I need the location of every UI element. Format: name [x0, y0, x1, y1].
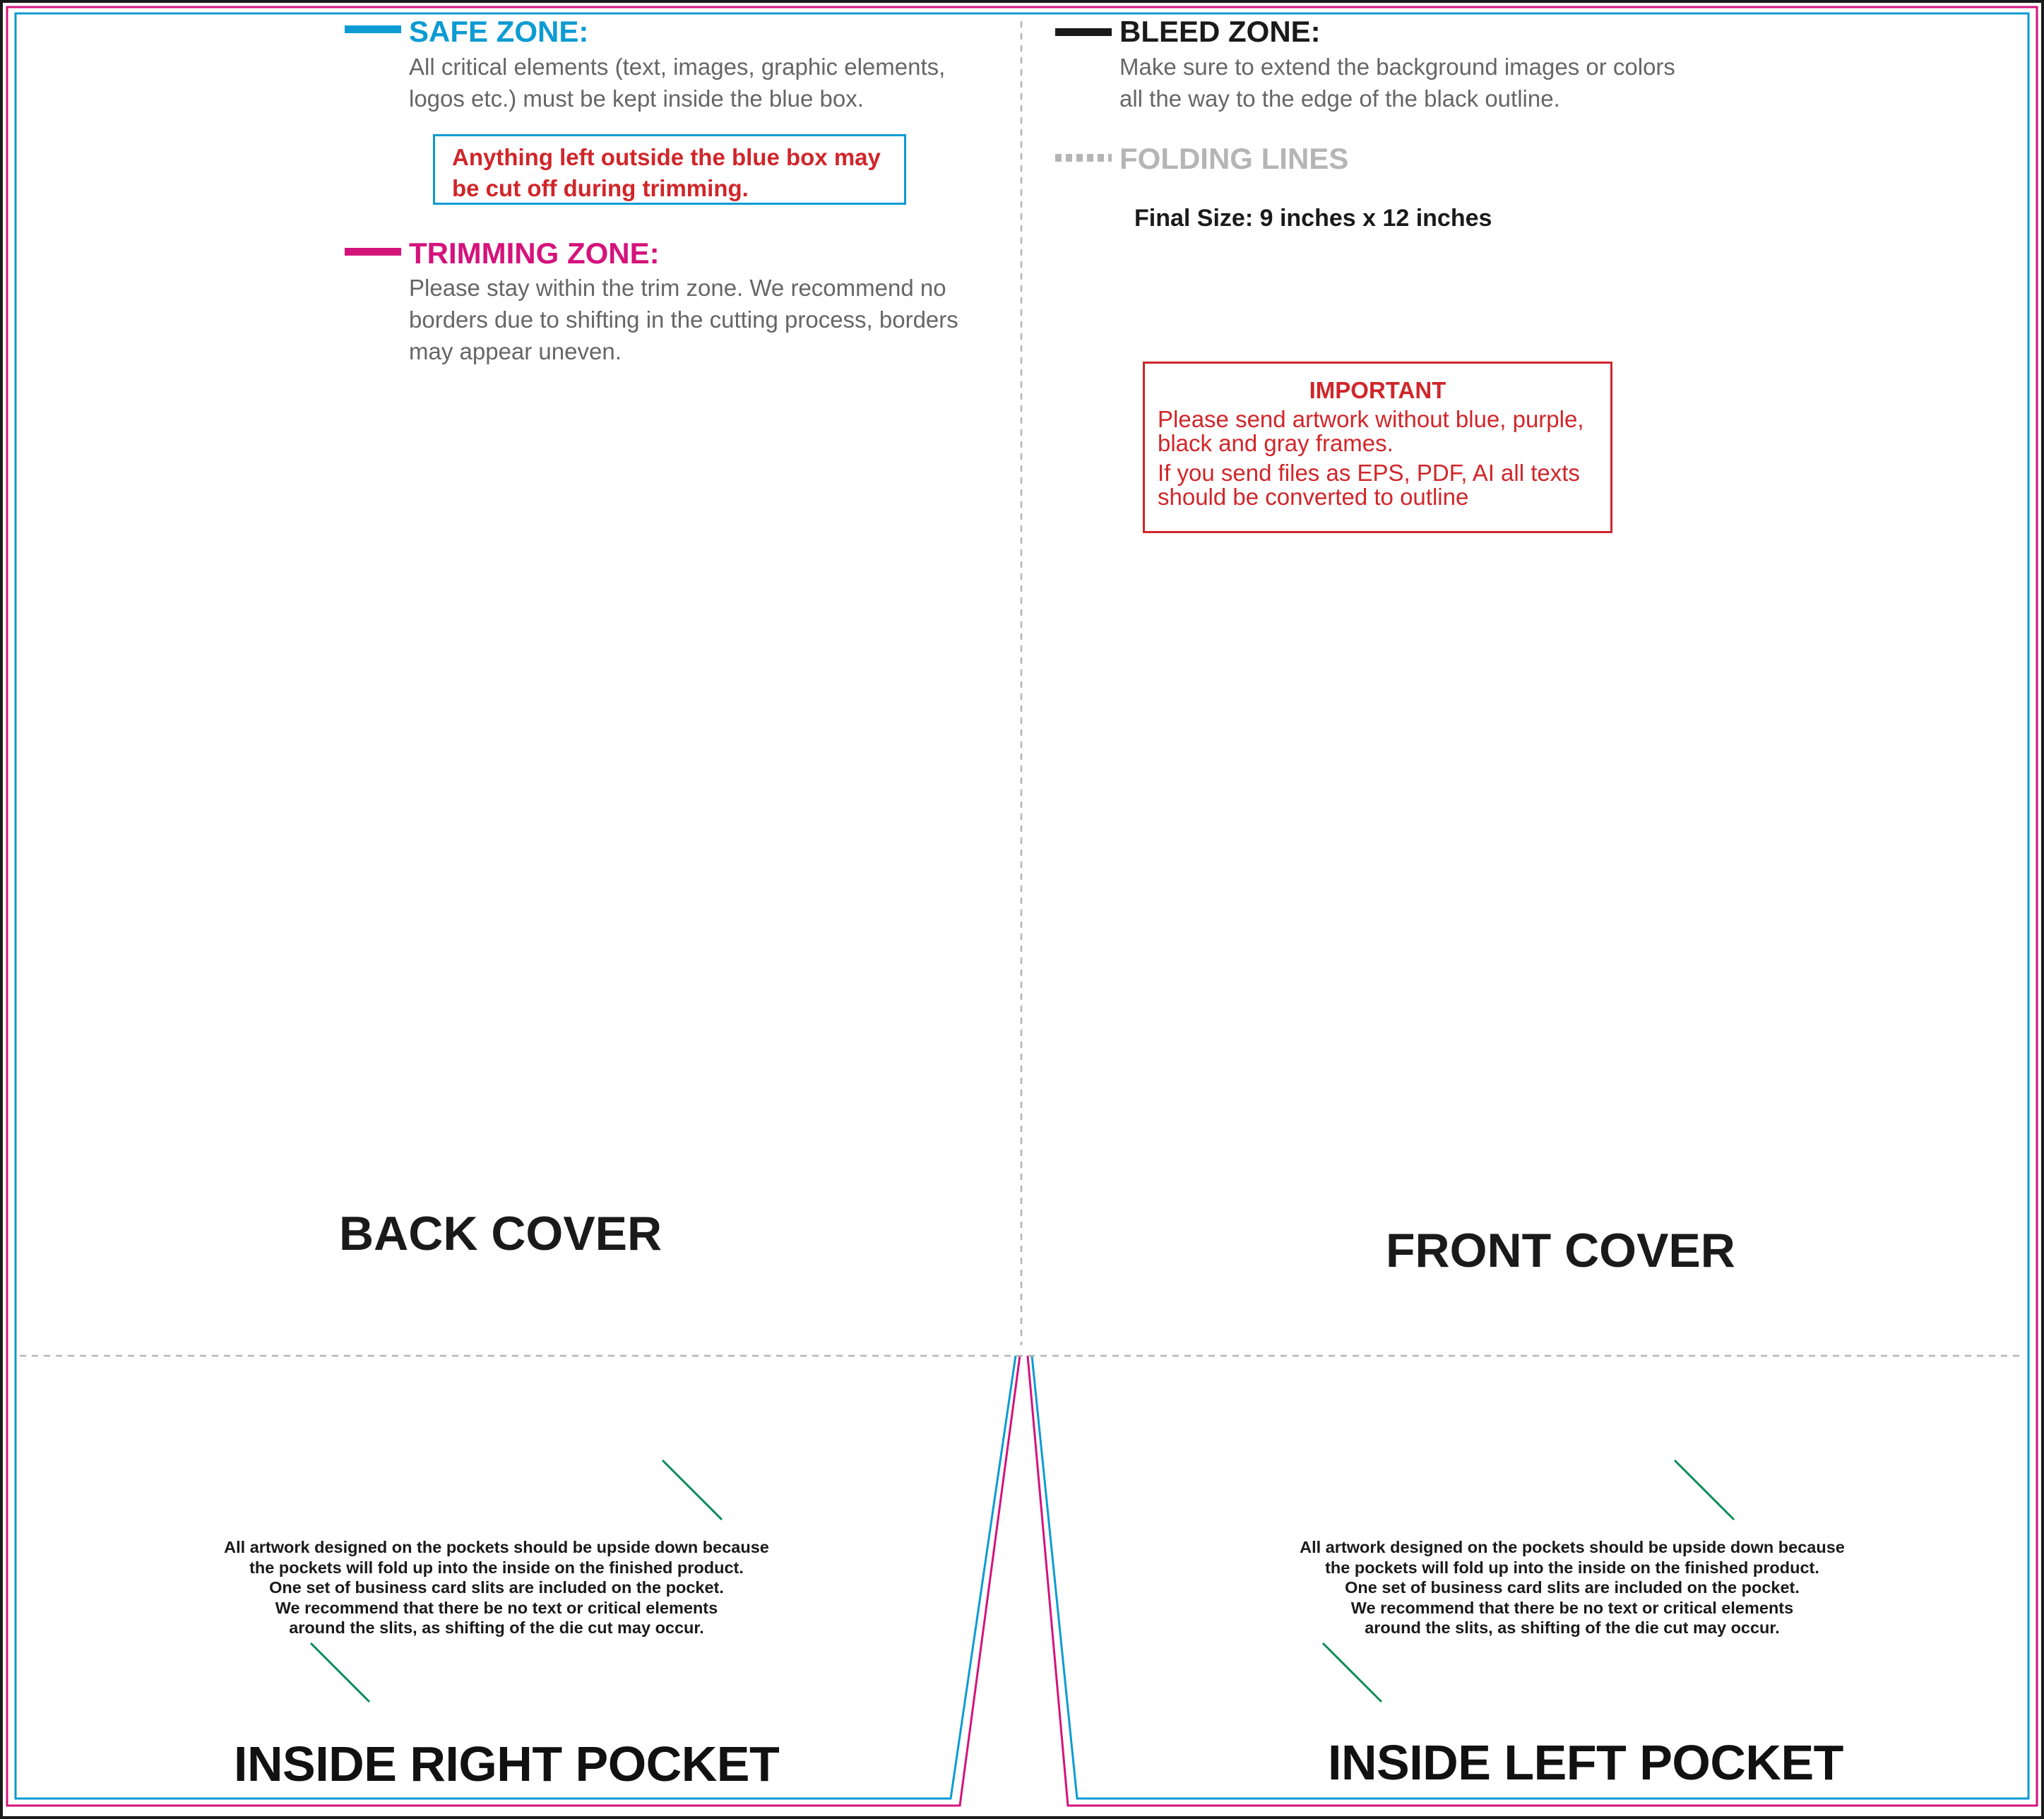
important-line: If you send files as EPS, PDF, AI all texts [1158, 460, 1580, 486]
safe-outline [16, 13, 2028, 1799]
trim-warning-line: be cut off during trimming. [452, 175, 749, 201]
pocket-note-line: One set of business card slits are included on the pocket. [269, 1578, 724, 1597]
pocket-note-line: around the slits, as shifting of the die cut may occur. [1365, 1618, 1780, 1637]
trimming-zone-line: borders due to shifting in the cutting process, borders [409, 306, 958, 333]
bleed-zone-title: BLEED ZONE: [1119, 15, 1321, 48]
trimming-zone-line: Please stay within the trim zone. We recommend no [409, 275, 946, 301]
pocket-note-line: around the slits, as shifting of the die cut may occur. [289, 1618, 704, 1637]
bleed-zone-description [1119, 51, 1675, 114]
inside-right-pocket-label: INSIDE RIGHT POCKET [234, 1736, 780, 1791]
important-line: should be converted to outline [1158, 484, 1469, 510]
important-line: black and gray frames. [1158, 430, 1394, 456]
final-size-label: Final Size: 9 inches x 12 inches [1134, 205, 1492, 232]
trimming-zone-title: TRIMMING ZONE: [409, 237, 660, 270]
safe-zone-title: SAFE ZONE: [409, 15, 589, 48]
trim-warning-box [433, 134, 906, 205]
bleed-zone-line: Make sure to extend the background images or colors [1119, 54, 1675, 80]
front-cover-label: FRONT COVER [1386, 1224, 1735, 1277]
left-pocket-note [1261, 1537, 1883, 1638]
bleed-zone-line: all the way to the edge of the black outline. [1119, 85, 1560, 112]
safe-zone-swatch [345, 25, 401, 33]
pocket-note-line: We recommend that there be no text or critical elements [1350, 1598, 1794, 1617]
important-heading: IMPORTANT [1309, 377, 1446, 403]
pocket-note-line: All artwork designed on the pockets should be upside down because [224, 1538, 769, 1556]
folding-lines-swatch [1055, 154, 1112, 162]
safe-zone-line: logos etc.) must be kept inside the blue box. [409, 85, 864, 112]
important-notice-box [1143, 362, 1612, 533]
right-pocket-slit-top [1675, 1460, 1734, 1520]
pocket-note-line: All artwork designed on the pockets should be upside down because [1300, 1538, 1845, 1556]
inside-left-pocket-label: INSIDE LEFT POCKET [1328, 1735, 1843, 1790]
important-line: Please send artwork without blue, purple, [1158, 406, 1584, 432]
pocket-note-line: One set of business card slits are included on the pocket. [1345, 1578, 1800, 1597]
left-pocket-slit-top [662, 1460, 722, 1520]
pocket-note-line: We recommend that there be no text or critical elements [275, 1598, 718, 1617]
right-pocket-note [186, 1537, 807, 1638]
bleed-zone-swatch [1055, 28, 1112, 36]
safe-zone-description [409, 51, 945, 114]
folding-lines-title: FOLDING LINES [1119, 142, 1349, 175]
back-cover-label: BACK COVER [339, 1207, 662, 1260]
pocket-note-line: the pockets will fold up into the inside on the finished product. [249, 1558, 744, 1577]
trimming-zone-swatch [345, 248, 401, 256]
safe-zone-line: All critical elements (text, images, graphic elements, [409, 54, 946, 80]
trimming-zone-description [409, 272, 958, 367]
trimming-zone-line: may appear uneven. [409, 338, 622, 364]
left-pocket-slit-bottom [311, 1643, 369, 1702]
right-pocket-slit-bottom [1323, 1643, 1382, 1702]
pocket-note-line: the pockets will fold up into the inside on the finished product. [1325, 1558, 1819, 1577]
trim-warning-line: Anything left outside the blue box may [452, 144, 881, 170]
